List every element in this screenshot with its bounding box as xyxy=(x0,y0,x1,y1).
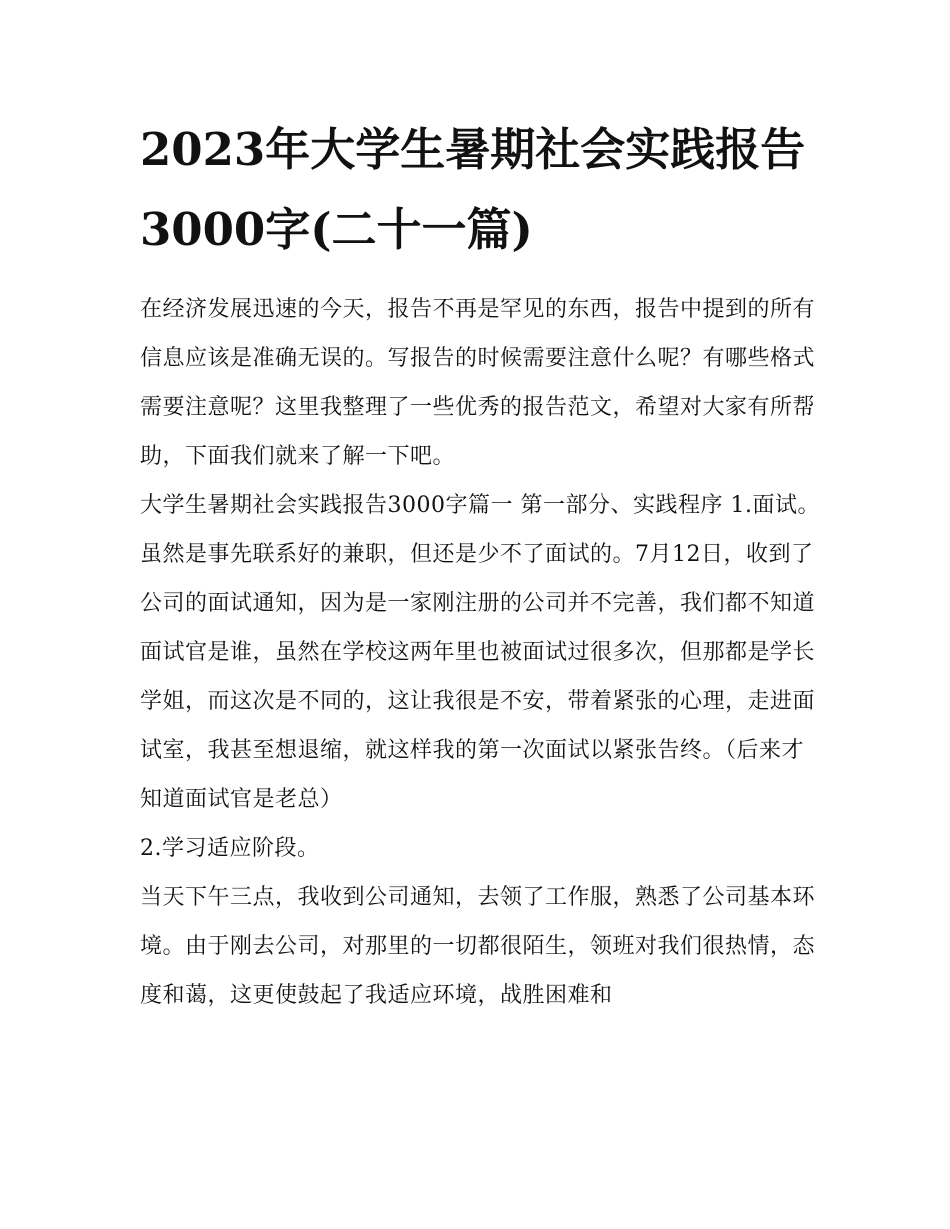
interview-paragraph: 虽然是事先联系好的兼职，但还是少不了面试的。7月12日，收到了公司的面试通知，因为是一家刚注册的公司并不完善，我们都不知道面试官是谁，虽然在学校这两年里也被面试过很多次，但那都是学长学姐，而这次是不同的，这让我很是不安，带着紧张的心理，走进面试室，我甚至想退缩，就这样我的第一次面试以紧张告终。（后来才知道面试官是老总） xyxy=(140,542,816,812)
intro-paragraph: 在经济发展迅速的今天，报告不再是罕见的东西，报告中提到的所有信息应该是准确无误的。写报告的时候需要注意什么呢？有哪些格式需要注意呢？这里我整理了一些优秀的报告范文，希望对大家有所帮助，下面我们就来了解一下吧。 xyxy=(140,297,816,469)
adaptation-paragraph: 当天下午三点，我收到公司通知，去领了工作服，熟悉了公司基本环境。由于刚去公司，对那里的一切都很陌生，领班对我们很热情，态度和蔼，这更使鼓起了我适应环境，战胜困难和 xyxy=(140,885,816,1008)
document-title: 2023年大学生暑期社会实践报告3000字(二十一篇) xyxy=(140,123,806,256)
section-heading-paragraph: 大学生暑期社会实践报告3000字篇一 第一部分、实践程序 1.面试。 xyxy=(140,493,820,518)
document-page xyxy=(140,110,820,1020)
subsection-heading: 2.学习适应阶段。 xyxy=(140,836,320,861)
